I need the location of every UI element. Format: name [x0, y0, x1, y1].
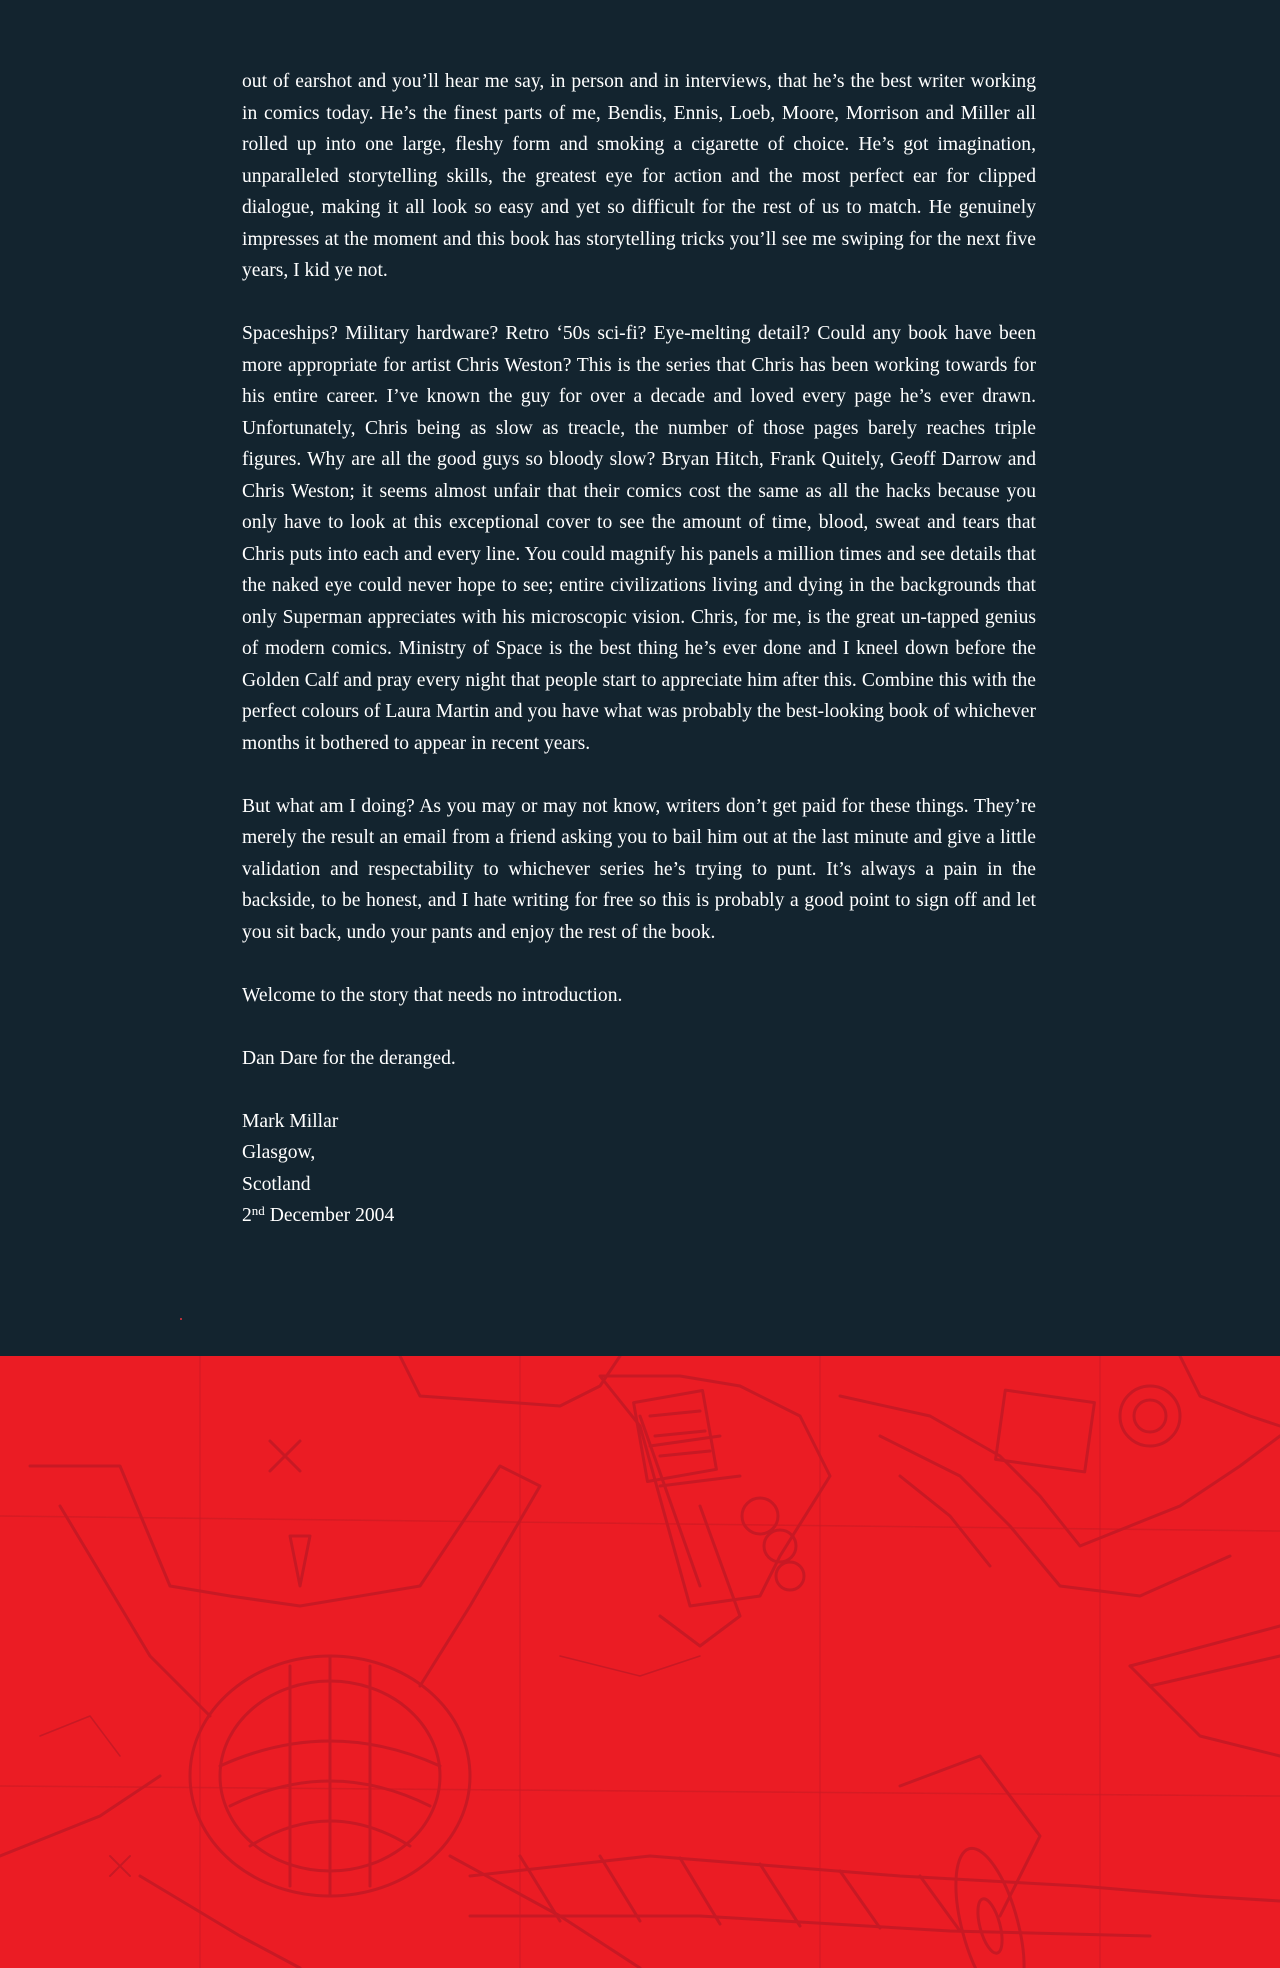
paragraph: Spaceships? Military hardware? Retro ‘50s sci-fi? Eye-melting detail? Could any book have been more appropriate for artist Chris Weston? This is the series that Chris has been working towards for his entire career. I’ve known the guy for over a decade and loved every page he’s ever drawn. Unfortunately, Chris being as slow as treacle, the number of those pages barely reaches triple figures. Why are all the good guys so bloody slow? Bryan Hitch, Frank Quitely, Geoff Darrow and Chris Weston; it seems almost unfair that their comics cost the same as all the hacks because you only have to look at this exceptional cover to see the amount of time, blood, sweat and tears that Chris puts into each and every line. You could magnify his panels a million times and see details that the naked eye could never hope to see; entire civilizations living and dying in the backgrounds that only Superman appreciates with his microscopic vision. Chris, for me, is the great un-tapped genius of modern comics. Ministry of Space is the best thing he’s ever done and I kneel down before the Golden Calf and pray every night that people start to appreciate him after this. Combine this with the perfect colours of Laura Martin and you have what was probably the best-looking book of whichever months it bothered to appear in recent years. — [242, 323, 1036, 754]
red-blueprint-band — [0, 1356, 1280, 1968]
introduction-text — [242, 66, 1036, 1232]
author-city: Glasgow, — [242, 1142, 316, 1163]
closing-line: Welcome to the story that needs no introduction. — [242, 984, 623, 1006]
paragraph: out of earshot and you’ll hear me say, in person and in interviews, that he’s the best writer working in comics today. He’s the finest parts of me, Bendis, Ennis, Loeb, Moore, Morrison and Miller all rolled up into one large, fleshy form and smoking a cigarette of choice. He’s got imagination, unparalleled storytelling skills, the greatest eye for action and the most perfect ear for clipped dialogue, making it all look so easy and yet so difficult for the rest of us to match. He genuinely impresses at the moment and this book has storytelling tricks you’ll see me swiping for the next five years, I kid ye not. — [242, 71, 1036, 281]
signature-date — [242, 1200, 1036, 1232]
date-suffix: nd — [251, 1203, 265, 1218]
date-rest: December 2004 — [264, 1205, 395, 1226]
closing-line: Dan Dare for the deranged. — [242, 1047, 456, 1069]
date-day: 2 — [242, 1205, 252, 1226]
signature-block — [242, 1106, 1036, 1232]
spacecraft-line-art — [0, 1356, 1280, 1968]
paragraph: But what am I doing? As you may or may not know, writers don’t get paid for these things. They’re merely the result an email from a friend asking you to bail him out at the last minute and give a little validation and respectability to whichever series he’s trying to punt. It’s always a pain in the backside, to be honest, and I hate writing for free so this is probably a good point to sign off and let you sit back, undo your pants and enjoy the rest of the book. — [242, 795, 1036, 943]
ink-speck — [180, 1318, 182, 1320]
author-name: Mark Millar — [242, 1110, 339, 1132]
author-country: Scotland — [242, 1173, 311, 1195]
